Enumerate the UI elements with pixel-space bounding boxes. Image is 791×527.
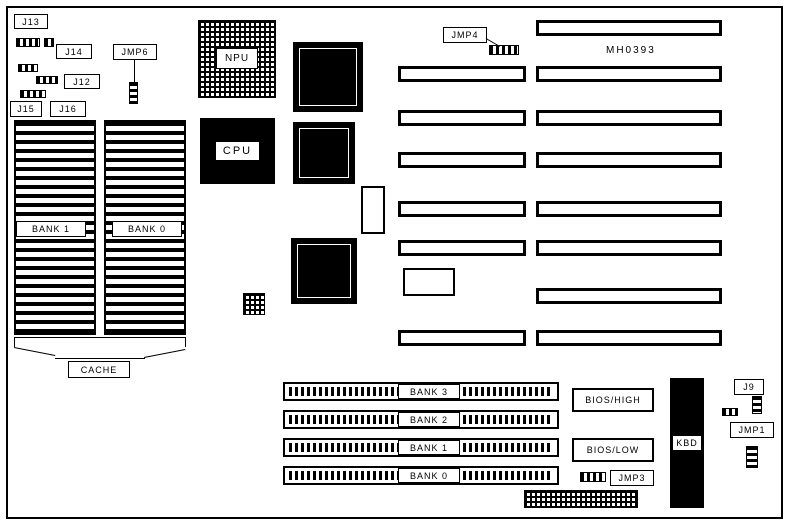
jumper-block-jmp3 bbox=[580, 472, 606, 482]
chipset-chip-3 bbox=[291, 238, 357, 304]
bios-high-chip: BIOS/HIGH bbox=[572, 388, 654, 412]
label-j16: J16 bbox=[50, 101, 86, 117]
expansion-slot-right-6 bbox=[536, 240, 722, 256]
expansion-slot-left-3 bbox=[398, 152, 526, 168]
expansion-slot-left-5 bbox=[398, 240, 526, 256]
component-box bbox=[403, 268, 455, 296]
jumper-block-jmp4 bbox=[489, 45, 519, 55]
cache-brace-left bbox=[14, 337, 15, 347]
chipset-chip-2 bbox=[293, 122, 355, 184]
expansion-slot-left-6 bbox=[398, 330, 526, 346]
jumper-block-j13 bbox=[16, 38, 40, 47]
jumper-block-j9 bbox=[752, 396, 762, 414]
front-panel-header bbox=[524, 490, 638, 508]
label-cpu: CPU bbox=[215, 141, 260, 161]
connector-vertical bbox=[361, 186, 385, 234]
expansion-slot-left-2 bbox=[398, 110, 526, 126]
label-bank-1: BANK 1 bbox=[398, 440, 460, 455]
jumper-block-jmp1 bbox=[722, 408, 738, 416]
cpu-chip bbox=[200, 118, 275, 184]
expansion-slot-right-8 bbox=[536, 330, 722, 346]
expansion-slot-right-3 bbox=[536, 110, 722, 126]
cache-brace-right bbox=[185, 337, 186, 347]
npu-chip bbox=[215, 40, 259, 76]
expansion-slot-right-4 bbox=[536, 152, 722, 168]
label-jmp3: JMP3 bbox=[610, 470, 654, 486]
label-j12: J12 bbox=[64, 74, 100, 89]
label-jmp6: JMP6 bbox=[113, 44, 157, 60]
expansion-slot-right-1 bbox=[536, 20, 722, 36]
crystal-component bbox=[243, 293, 265, 315]
expansion-slot-left-1 bbox=[398, 66, 526, 82]
board-model-label: MH0393 bbox=[606, 45, 656, 56]
label-cache: CACHE bbox=[68, 361, 130, 378]
jumper-block-j15 bbox=[20, 90, 46, 98]
jumper-block-j12 bbox=[36, 76, 58, 84]
label-kbd: KBD bbox=[672, 435, 702, 451]
label-npu: NPU bbox=[216, 48, 258, 69]
jumper-block-jmp1b bbox=[746, 446, 758, 468]
label-cache-bank-1: BANK 1 bbox=[16, 221, 86, 237]
label-bank-0: BANK 0 bbox=[398, 468, 460, 483]
label-j14: J14 bbox=[56, 44, 92, 59]
jumper-block-j13b bbox=[44, 38, 54, 47]
label-j9: J9 bbox=[734, 379, 764, 395]
keyboard-connector bbox=[670, 378, 704, 508]
jmp6-leader-line bbox=[134, 60, 135, 82]
label-bank-2: BANK 2 bbox=[398, 412, 460, 427]
expansion-slot-right-2 bbox=[536, 66, 722, 82]
expansion-slot-right-5 bbox=[536, 201, 722, 217]
label-cache-bank-0: BANK 0 bbox=[112, 221, 182, 237]
label-j15: J15 bbox=[10, 101, 42, 117]
cache-brace-top bbox=[14, 337, 186, 338]
jumper-block-j14 bbox=[18, 64, 38, 72]
expansion-slot-right-7 bbox=[536, 288, 722, 304]
expansion-slot-left-4 bbox=[398, 201, 526, 217]
cache-brace-bottom bbox=[55, 358, 145, 359]
label-jmp4: JMP4 bbox=[443, 27, 487, 43]
label-bank-3: BANK 3 bbox=[398, 384, 460, 399]
label-jmp1: JMP1 bbox=[730, 422, 774, 438]
chipset-chip-1 bbox=[293, 42, 363, 112]
label-j13: J13 bbox=[14, 14, 48, 29]
bios-low-chip: BIOS/LOW bbox=[572, 438, 654, 462]
jumper-block-jmp6 bbox=[129, 82, 138, 104]
